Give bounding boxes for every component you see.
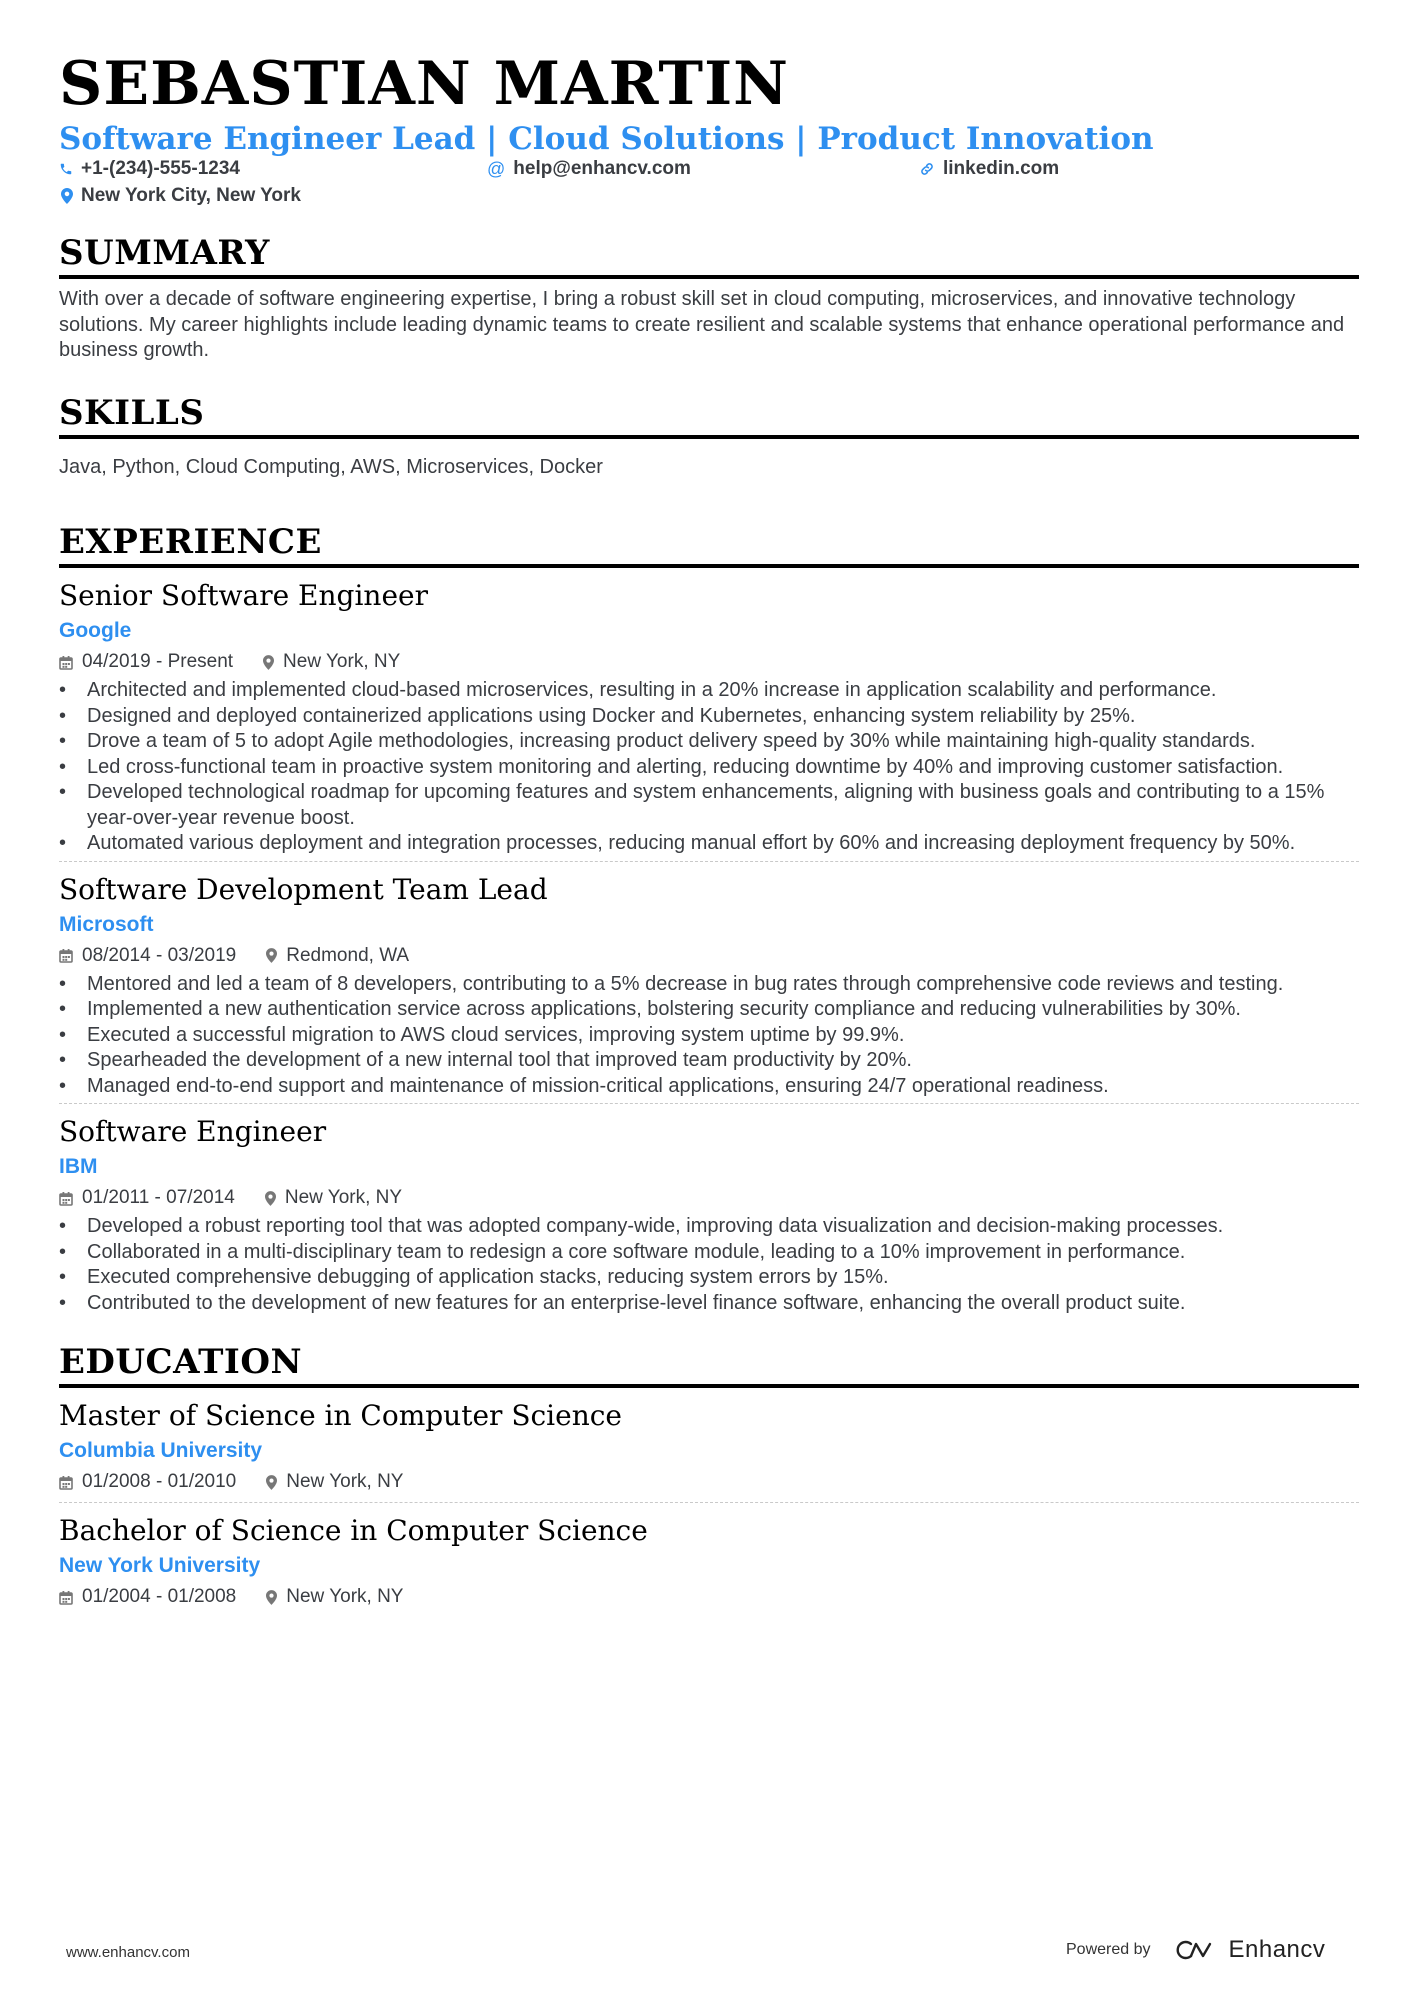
education-section <box>59 1342 1359 1617</box>
calendar-icon <box>59 1590 73 1605</box>
entry-meta <box>59 1466 1359 1498</box>
section-title-summary: SUMMARY <box>59 233 1359 279</box>
section-title-skills: SKILLS <box>59 393 1359 439</box>
date-range <box>59 1182 235 1214</box>
entry-location <box>266 940 409 972</box>
education-entry <box>59 1513 1359 1617</box>
achievement-item: • Contributed to the development of new features for an enterprise-level finance software, enhancing the overall product suite. <box>59 1291 1359 1317</box>
calendar-icon <box>59 655 73 670</box>
footer-website[interactable]: www.enhancv.com <box>66 1944 190 1961</box>
section-title-education: EDUCATION <box>59 1342 1359 1388</box>
experience-entry <box>59 1114 1359 1320</box>
date-range <box>59 940 236 972</box>
candidate-name: SEBASTIAN MARTIN <box>59 49 789 119</box>
job-title: Software Development Team Lead <box>59 872 548 906</box>
entry-location <box>266 1466 403 1498</box>
achievement-item: • Automated various deployment and integration processes, reducing manual effort by 60% and increasing deployment frequency by 50%. <box>59 831 1359 857</box>
experience-section <box>59 522 1359 1320</box>
achievement-item: • Developed a robust reporting tool that was adopted company-wide, improving data visualization and decision-making processes. <box>59 1214 1359 1240</box>
achievement-item: • Mentored and led a team of 8 developers, contributing to a 5% decrease in bug rates through comprehensive code reviews and testing. <box>59 972 1359 998</box>
location-contact <box>61 185 301 207</box>
link-icon <box>919 161 935 177</box>
company-name: Microsoft <box>59 912 154 936</box>
location-text: New York, NY <box>286 1471 404 1492</box>
achievement-item: • Executed a successful migration to AWS cloud services, improving system uptime by 99.9%. <box>59 1023 1359 1049</box>
skills-text: Java, Python, Cloud Computing, AWS, Microservices, Docker <box>59 455 603 478</box>
achievement-item: • Managed end-to-end support and maintenance of mission-critical applications, ensuring 24/7 operational readiness. <box>59 1074 1359 1100</box>
footer-branding <box>1066 1936 1325 1964</box>
location-text: New York City, New York <box>81 185 301 206</box>
location-text: New York, NY <box>284 1187 403 1208</box>
location-text: Redmond, WA <box>286 944 410 966</box>
linkedin-contact <box>919 158 1059 180</box>
section-title-experience: EXPERIENCE <box>59 522 1359 568</box>
resume-page <box>59 50 1359 1617</box>
location-pin-icon <box>263 655 274 670</box>
date-range <box>59 1581 236 1613</box>
location-pin-icon <box>266 948 277 963</box>
achievement-list <box>59 972 1359 1100</box>
headline: Software Engineer Lead | Cloud Solutions | Product Innovation <box>59 121 1154 157</box>
email-address[interactable]: help@enhancv.com <box>513 158 691 179</box>
education-list <box>59 1398 1359 1617</box>
entry-location <box>263 646 400 678</box>
phone-number[interactable]: +1-(234)-555-1234 <box>81 158 240 179</box>
entry-location <box>266 1581 403 1613</box>
company-name: IBM <box>59 1155 98 1178</box>
contact-info <box>59 158 1359 212</box>
location-pin-icon <box>61 188 73 204</box>
location-pin-icon <box>266 1475 277 1490</box>
date-text: 08/2014 - 03/2019 <box>82 944 237 966</box>
calendar-icon <box>59 1475 73 1490</box>
entry-location <box>265 1182 402 1214</box>
email-contact <box>487 158 691 180</box>
powered-by-label: Powered by <box>1066 1941 1151 1958</box>
degree-title: Bachelor of Science in Computer Science <box>59 1514 648 1547</box>
skills-section <box>59 393 1359 481</box>
date-text: 01/2011 - 07/2014 <box>82 1187 235 1208</box>
date-range <box>59 1466 236 1498</box>
school-name: New York University <box>59 1554 261 1577</box>
summary-section <box>59 233 1359 364</box>
school-name: Columbia University <box>59 1439 263 1462</box>
achievement-list <box>59 1214 1359 1316</box>
enhancv-logo[interactable] <box>1175 1936 1326 1964</box>
calendar-icon <box>59 1191 73 1206</box>
degree-title: Master of Science in Computer Science <box>59 1399 622 1432</box>
enhancv-logo-icon <box>1175 1939 1221 1961</box>
achievement-item: • Executed comprehensive debugging of application stacks, reducing system errors by 15%. <box>59 1265 1359 1291</box>
date-text: 04/2019 - Present <box>82 651 234 672</box>
achievement-list <box>59 678 1359 857</box>
linkedin-link[interactable]: linkedin.com <box>943 158 1060 179</box>
calendar-icon <box>59 948 73 963</box>
entry-meta <box>59 1581 1359 1613</box>
job-title: Senior Software Engineer <box>59 579 428 612</box>
job-title: Software Engineer <box>59 1115 327 1148</box>
summary-text: With over a decade of software engineering expertise, I bring a robust skill set in cloud computing, microservices, and innovative technology solutions. My career highlights include leading dynamic teams to create resilient and scalable systems that enhance operational performance and business growth. <box>59 288 1345 361</box>
education-entry <box>59 1398 1359 1503</box>
date-text: 01/2004 - 01/2008 <box>82 1586 237 1607</box>
entry-meta <box>59 1182 1359 1214</box>
phone-icon <box>59 162 73 176</box>
achievement-item: • Developed technological roadmap for upcoming features and system enhancements, aligning with business goals and contributing to a 15% year-over-year revenue boost. <box>59 780 1359 831</box>
entry-meta <box>59 940 1359 972</box>
achievement-item: • Designed and deployed containerized applications using Docker and Kubernetes, enhancing system reliability by 25%. <box>59 704 1359 730</box>
achievement-item: • Drove a team of 5 to adopt Agile methodologies, increasing product delivery speed by 30% while maintaining high-quality standards. <box>59 729 1359 755</box>
location-pin-icon <box>265 1191 276 1206</box>
achievement-item: • Collaborated in a multi-disciplinary team to redesign a core software module, leading to a 10% improvement in performance. <box>59 1240 1359 1266</box>
date-range <box>59 646 233 678</box>
at-icon: @ <box>487 158 506 179</box>
brand-name: Enhancv <box>1228 1936 1326 1963</box>
entry-meta <box>59 646 1359 678</box>
achievement-item: • Led cross-functional team in proactive system monitoring and alerting, reducing downtime by 40% and improving customer satisfaction. <box>59 755 1359 781</box>
location-text: New York, NY <box>286 1586 404 1607</box>
experience-entry <box>59 872 1359 1105</box>
phone-contact <box>59 158 240 180</box>
achievement-item: • Implemented a new authentication service across applications, bolstering security compliance and reducing vulnerabilities by 30%. <box>59 997 1359 1023</box>
location-text: New York, NY <box>283 651 401 672</box>
experience-entry <box>59 578 1359 862</box>
experience-list <box>59 578 1359 1320</box>
company-name: Google <box>59 619 132 642</box>
achievement-item: • Spearheaded the development of a new internal tool that improved team productivity by 20%. <box>59 1048 1359 1074</box>
location-pin-icon <box>266 1590 277 1605</box>
date-text: 01/2008 - 01/2010 <box>82 1471 237 1492</box>
achievement-item: • Architected and implemented cloud-based microservices, resulting in a 20% increase in application scalability and performance. <box>59 678 1359 704</box>
